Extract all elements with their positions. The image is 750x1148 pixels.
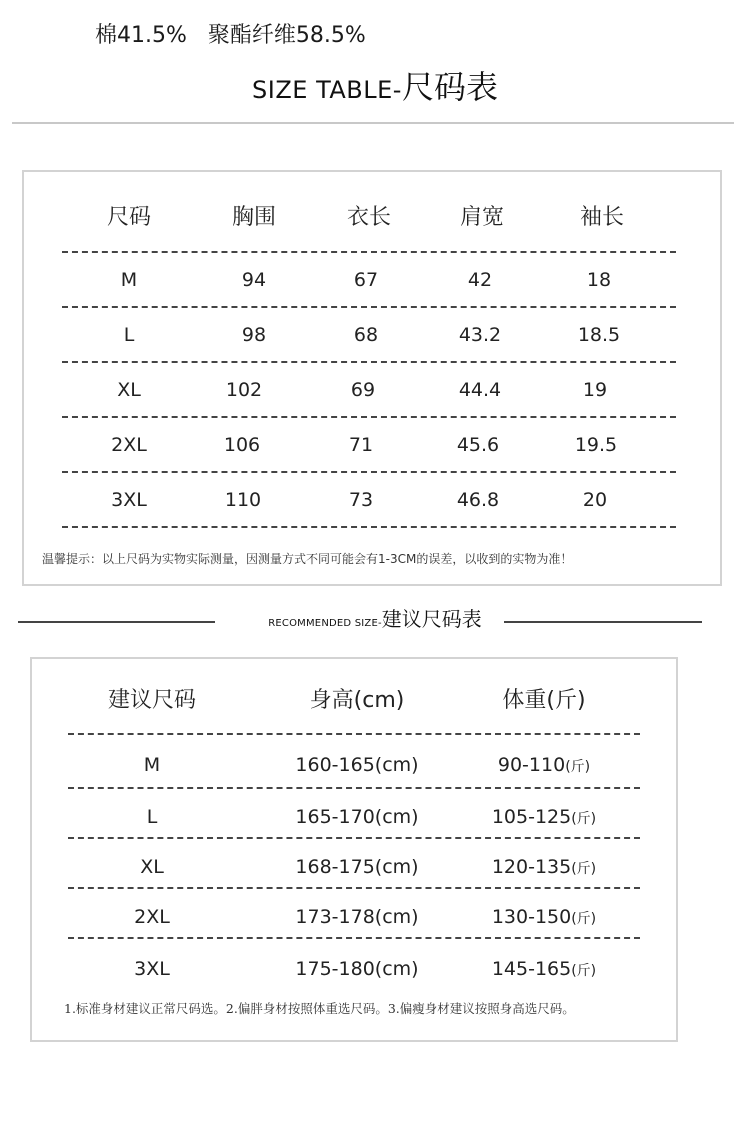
table-row [24,425,720,465]
header-length: 衣长 [346,205,391,230]
row-divider [62,251,676,253]
row-divider [68,837,640,839]
size-table-header-row [24,198,720,238]
material-composition: 棉41.5% 聚酯纤维58.5% [95,23,366,48]
cell-shoulder: 42 [467,269,493,291]
title-chinese: 尺码表 [401,68,498,106]
cell-size: L [123,324,135,346]
cell-height: 168-175(cm) [295,856,419,878]
weight-value: 120-135 [491,856,572,878]
cell-shoulder: 43.2 [458,324,502,346]
header-weight: 体重(斤) [502,688,586,713]
cell-length: 73 [348,489,374,511]
weight-unit: (斤) [565,759,591,775]
cell-sleeve: 19 [582,379,608,401]
row-divider [62,361,676,363]
recommended-header-row [32,681,676,721]
recommended-note: 1.标准身材建议正常尺码选。2.偏胖身材按照体重选尺码。3.偏瘦身材建议按照身高选尺码。 [64,1001,575,1016]
row-divider [62,416,676,418]
weight-unit: (斤) [571,861,597,877]
cell-sleeve: 20 [582,489,608,511]
cell-size: M [143,754,161,776]
cell-size: XL [140,856,164,878]
cell-height: 165-170(cm) [295,806,419,828]
recommended-heading-text [0,603,750,640]
row-divider [62,471,676,473]
cell-weight [479,897,609,937]
cell-height: 175-180(cm) [295,958,419,980]
table-row [24,370,720,410]
header-sleeve: 袖长 [579,205,624,230]
table-row [32,797,676,837]
cell-chest: 102 [225,379,263,401]
cell-weight [479,847,609,887]
header-size: 尺码 [106,205,151,230]
weight-value: 130-150 [491,906,572,928]
cell-size: M [120,269,138,291]
weight-unit: (斤) [571,963,597,979]
page-title [0,62,750,108]
cell-shoulder: 45.6 [456,434,500,456]
cell-size: 2XL [134,906,170,928]
cell-chest: 94 [241,269,267,291]
weight-value: 90-110 [497,754,566,776]
size-table-panel [22,170,722,586]
cell-sleeve: 18.5 [577,324,621,346]
weight-unit: (斤) [571,911,597,927]
cell-height: 173-178(cm) [295,906,419,928]
table-row [32,897,676,937]
cell-chest: 110 [224,489,262,511]
cell-weight [479,745,609,785]
cell-shoulder: 46.8 [456,489,500,511]
cell-size: 2XL [111,434,147,456]
row-divider [62,526,676,528]
cell-weight [479,949,609,989]
table-row [24,480,720,520]
cell-size: XL [117,379,141,401]
header-height: 身高(cm) [309,688,405,713]
cell-length: 71 [348,434,374,456]
title-divider [12,122,734,124]
row-divider [68,937,640,939]
row-divider [68,887,640,889]
table-row [24,315,720,355]
table-row [24,260,720,300]
header-shoulder: 肩宽 [459,205,504,230]
table-row [32,949,676,989]
cell-shoulder: 44.4 [458,379,502,401]
weight-value: 145-165 [491,958,572,980]
cell-length: 67 [353,269,379,291]
cell-weight [479,797,609,837]
size-table-note: 温馨提示：以上尺码为实物实际测量，因测量方式不同可能会有1-3CM的误差，以收到的实物为准！ [42,552,573,566]
header-recommended-size: 建议尺码 [107,688,196,713]
cell-sleeve: 19.5 [574,434,618,456]
cell-chest: 98 [241,324,267,346]
recommended-heading-zh: 建议尺码表 [381,607,482,631]
title-english: SIZE TABLE- [252,76,402,104]
recommended-heading-en: RECOMMENDED SIZE- [268,618,382,629]
cell-length: 69 [350,379,376,401]
cell-size: 3XL [134,958,170,980]
row-divider [62,306,676,308]
row-divider [68,787,640,789]
cell-height: 160-165(cm) [295,754,419,776]
weight-unit: (斤) [571,811,597,827]
cell-sleeve: 18 [586,269,612,291]
row-divider [68,733,640,735]
weight-value: 105-125 [491,806,572,828]
recommended-size-heading [0,603,750,635]
recommended-table-panel [30,657,678,1042]
cell-size: 3XL [111,489,147,511]
cell-chest: 106 [223,434,261,456]
table-row [32,745,676,785]
header-chest: 胸围 [231,205,276,230]
cell-size: L [146,806,158,828]
cell-length: 68 [353,324,379,346]
table-row [32,847,676,887]
